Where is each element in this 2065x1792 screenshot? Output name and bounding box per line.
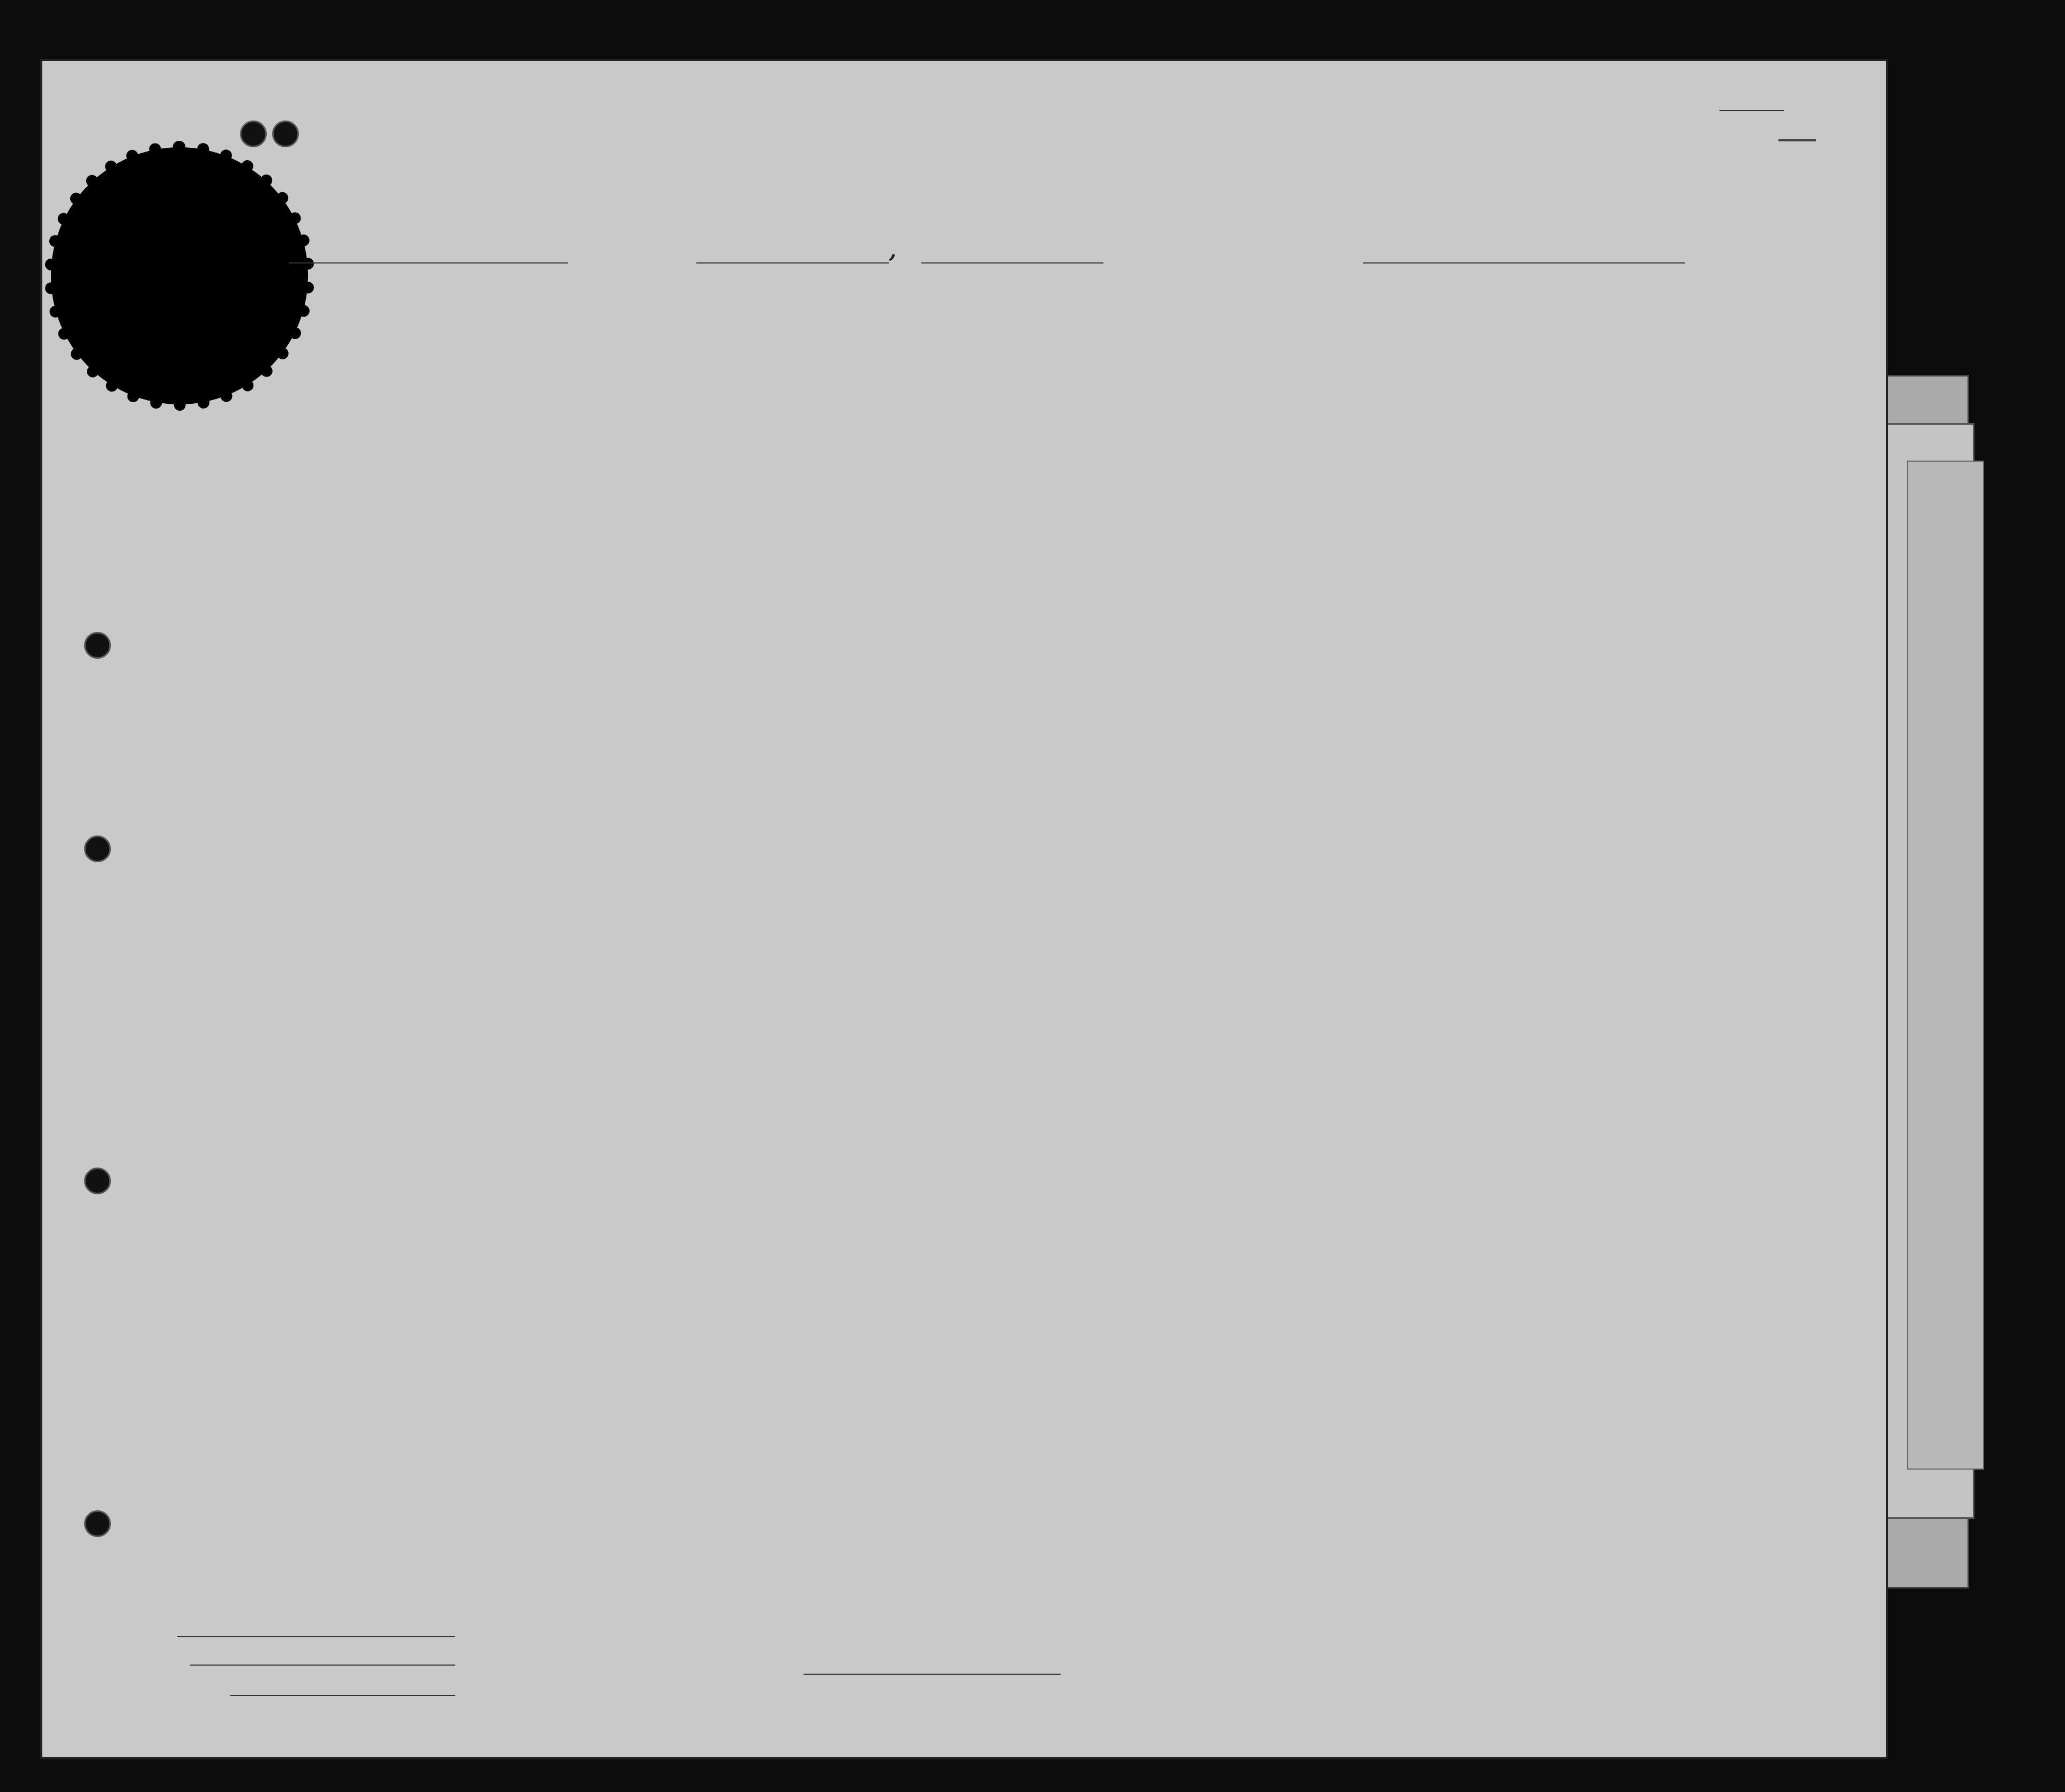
punch-hole: [84, 632, 111, 659]
ink-mark: [1778, 139, 1816, 141]
punch-hole: [272, 121, 299, 147]
vessel-underline: [289, 262, 568, 263]
punch-hole: [240, 121, 267, 147]
manifest-sheet: [40, 59, 1888, 1759]
departure-underline: [1363, 262, 1685, 263]
official-seal: [56, 153, 303, 399]
line-underline: [177, 1636, 455, 1637]
punch-hole: [84, 835, 111, 862]
punch-hole: [84, 1510, 111, 1537]
agents-underline: [230, 1695, 455, 1696]
underlying-page: [1907, 461, 1984, 1470]
sheet-no-underline: [1719, 110, 1784, 111]
punch-hole: [84, 1168, 111, 1194]
owners-underline: [190, 1665, 455, 1666]
comma: ,: [889, 238, 897, 262]
signature-underline: [804, 1674, 1061, 1675]
date-underline: [921, 262, 1103, 263]
port-underline: [696, 262, 889, 263]
